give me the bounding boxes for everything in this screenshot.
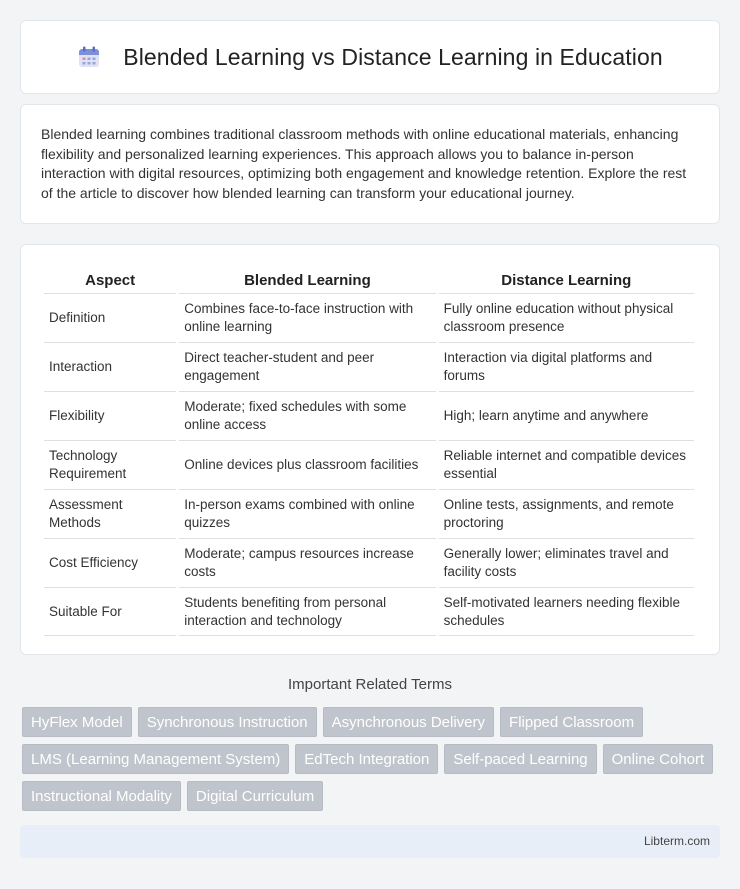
related-term-tag[interactable]: HyFlex Model: [22, 707, 132, 737]
table-row: [44, 293, 694, 342]
table-cell-blended: Students benefiting from personal interaction and technology: [179, 587, 435, 636]
table-row: [44, 342, 694, 391]
related-term-tag[interactable]: Asynchronous Delivery: [323, 707, 494, 737]
table-cell-aspect: Interaction: [44, 342, 176, 391]
calendar-icon: [77, 45, 101, 69]
table-cell-blended: Direct teacher-student and peer engagement: [179, 342, 435, 391]
table-header-row: [44, 265, 694, 293]
related-term-tag[interactable]: EdTech Integration: [295, 744, 438, 774]
table-row: [44, 538, 694, 587]
footer-bar: [20, 825, 720, 858]
table-row: [44, 440, 694, 489]
table-cell-blended: Moderate; fixed schedules with some online access: [179, 391, 435, 440]
related-terms-heading: Important Related Terms: [288, 676, 452, 693]
related-term-tag[interactable]: Self-paced Learning: [444, 744, 596, 774]
table-cell-aspect: Definition: [44, 293, 176, 342]
table-cell-blended: In-person exams combined with online quizzes: [179, 489, 435, 538]
table-cell-distance: High; learn anytime and anywhere: [439, 391, 694, 440]
footer-source-link[interactable]: Libterm.com: [643, 834, 710, 848]
table-cell-blended: Moderate; campus resources increase costs: [179, 538, 435, 587]
table-cell-aspect: Flexibility: [44, 391, 176, 440]
table-cell-distance: Fully online education without physical classroom presence: [439, 293, 694, 342]
table-row: [44, 391, 694, 440]
table-cell-distance: Reliable internet and compatible devices essential: [439, 440, 694, 489]
related-term-tag[interactable]: Digital Curriculum: [187, 781, 323, 811]
related-term-tag[interactable]: LMS (Learning Management System): [22, 744, 289, 774]
related-term-tag[interactable]: Flipped Classroom: [500, 707, 643, 737]
column-header-blended: Blended Learning: [244, 272, 371, 289]
title-wrap: [77, 44, 662, 71]
related-terms-list: [22, 707, 722, 811]
table-cell-aspect: Assessment Methods: [44, 489, 176, 538]
table-cell-distance: Generally lower; eliminates travel and facility costs: [439, 538, 694, 587]
title-card: [20, 20, 720, 94]
column-header-aspect: Aspect: [85, 272, 136, 289]
comparison-card: [20, 244, 720, 655]
table-cell-aspect: Suitable For: [44, 587, 176, 636]
related-term-tag[interactable]: Instructional Modality: [22, 781, 181, 811]
table-cell-distance: Self-motivated learners needing flexible schedules: [439, 587, 694, 636]
table-cell-aspect: Cost Efficiency: [44, 538, 176, 587]
table-cell-aspect: Technology Requirement: [44, 440, 176, 489]
table-cell-distance: Interaction via digital platforms and forums: [439, 342, 694, 391]
column-header-distance: Distance Learning: [501, 272, 632, 289]
table-cell-blended: Combines face-to-face instruction with online learning: [179, 293, 435, 342]
table-row: [44, 587, 694, 636]
comparison-table: [41, 265, 697, 636]
page-title: Blended Learning vs Distance Learning in Education: [123, 43, 663, 70]
related-term-tag[interactable]: Online Cohort: [603, 744, 714, 774]
table-cell-blended: Online devices plus classroom facilities: [179, 440, 435, 489]
intro-paragraph: Blended learning combines traditional classroom methods with online educational materials, enhancing flexibility and personalized learning experiences. This approach allows you to balance in-person interaction with digital resources, optimizing both engagement and knowledge retention. Explore the rest of the article to discover how blended learning can transform your educational journey.: [41, 126, 687, 201]
related-term-tag[interactable]: Synchronous Instruction: [138, 707, 317, 737]
table-row: [44, 489, 694, 538]
intro-card: [20, 104, 720, 224]
table-cell-distance: Online tests, assignments, and remote proctoring: [439, 489, 694, 538]
